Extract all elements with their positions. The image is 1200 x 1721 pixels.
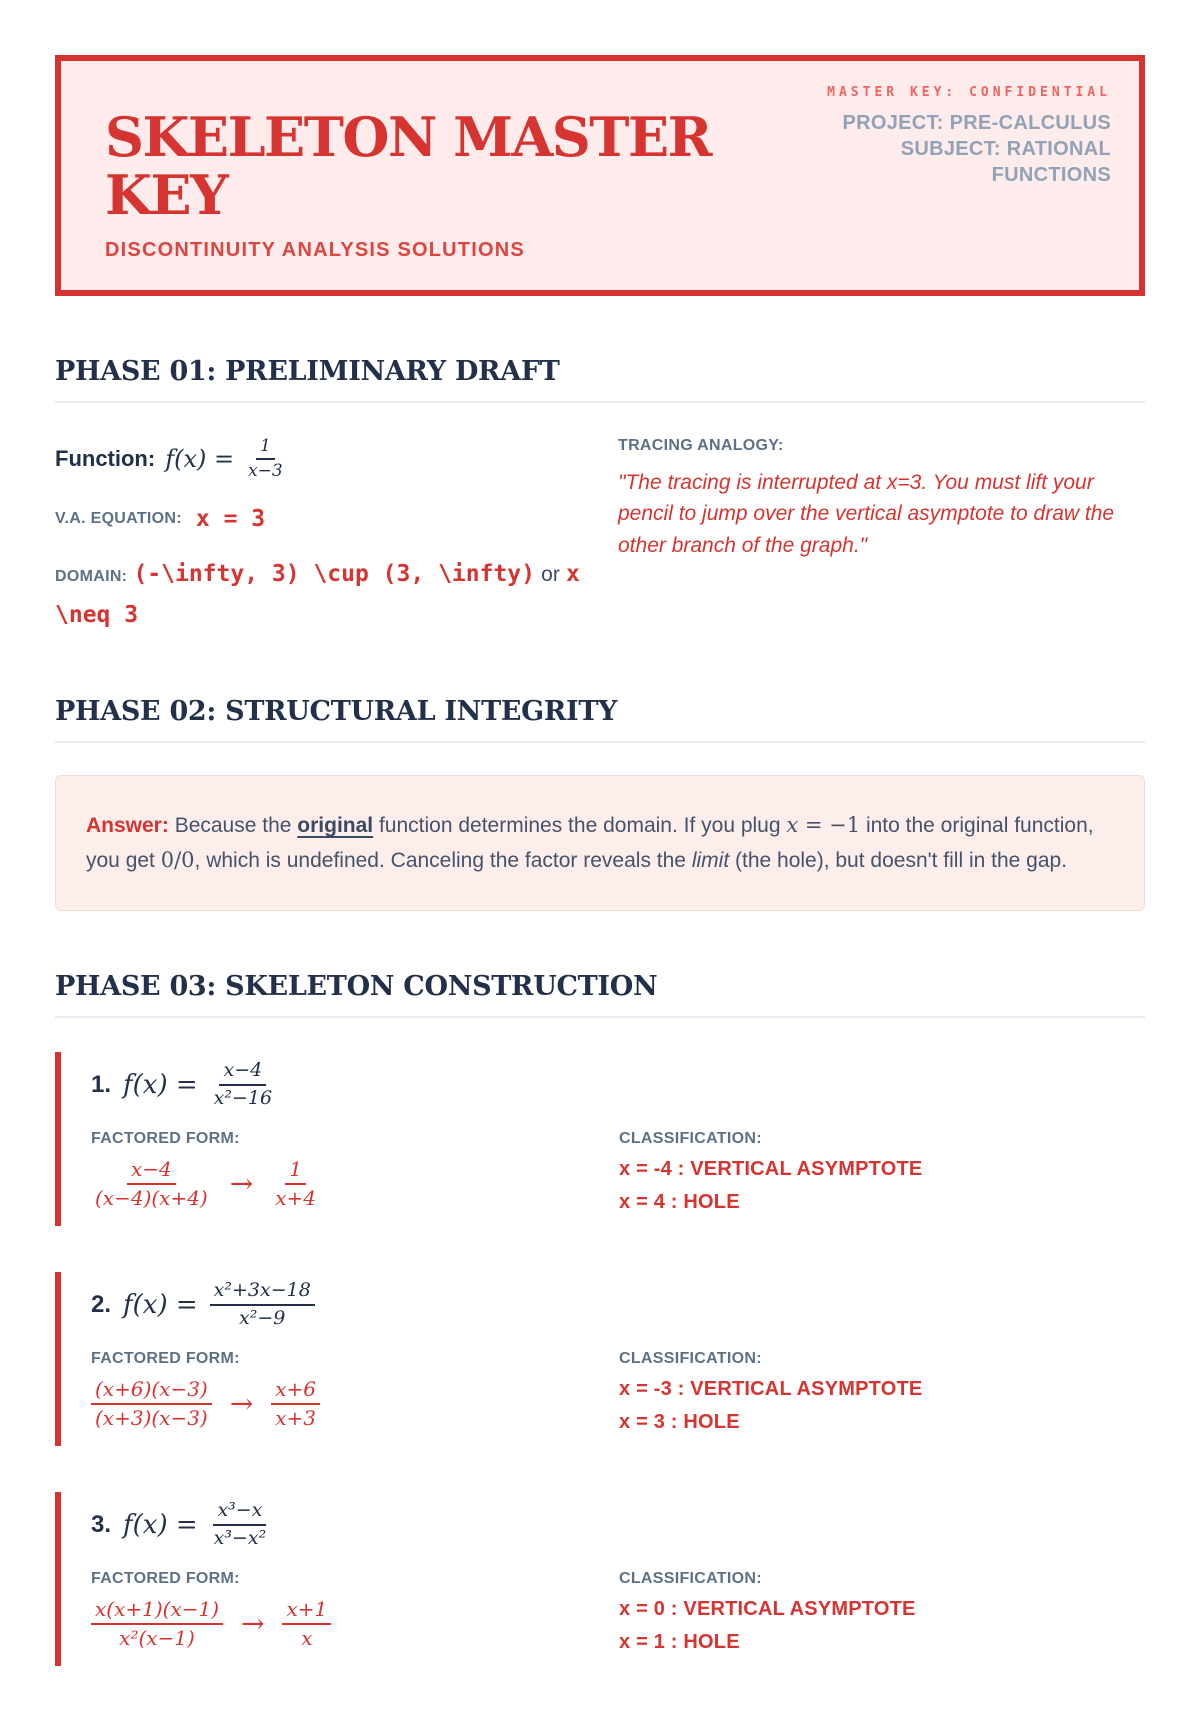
answer-text-run: into the original function, you get: [86, 814, 1094, 873]
simplified-fraction: [271, 1378, 320, 1430]
factored-form-column: [91, 1350, 619, 1434]
problem-item-3: [55, 1492, 1145, 1666]
phase-01-heading: PHASE 01: PRELIMINARY DRAFT: [55, 356, 1145, 403]
subject-line: SUBJECT: RATIONAL FUNCTIONS: [900, 138, 1111, 186]
simplified-fraction: [271, 1158, 320, 1210]
fraction-numerator: (x+6)(x−3): [91, 1378, 212, 1405]
fraction-denominator: x: [301, 1625, 313, 1650]
fraction-denominator: x²(x−1): [119, 1625, 195, 1650]
va-equation-label: V.A. EQUATION:: [55, 509, 182, 527]
answer-box: [55, 775, 1145, 911]
answer-label: Answer:: [86, 814, 169, 838]
fraction-numerator: x(x+1)(x−1): [91, 1598, 223, 1625]
va-equation-row: [55, 506, 600, 532]
answer-text-run: Because the: [168, 814, 298, 838]
phase-03-heading: PHASE 03: SKELETON CONSTRUCTION: [55, 971, 1145, 1018]
classification-label: CLASSIFICATION:: [619, 1130, 762, 1148]
answer-text-run: function determines the domain. If you plug: [373, 814, 787, 838]
factored-fraction: [91, 1158, 212, 1210]
fraction-numerator: x+1: [282, 1598, 331, 1625]
fraction-denominator: (x+3)(x−3): [95, 1405, 208, 1430]
domain-row: [55, 554, 600, 637]
problem-number: 1.: [91, 1071, 112, 1099]
emphasis-limit: limit: [691, 849, 730, 873]
fraction-numerator: 1: [256, 437, 275, 461]
classification-line: x = -4 : VERTICAL ASYMPTOTE: [619, 1158, 923, 1181]
fraction-numerator: x³−x: [213, 1500, 266, 1526]
function-row: [55, 437, 600, 482]
math-equals-minus-one: = −1: [798, 813, 861, 838]
classification-line: x = 3 : HOLE: [619, 1410, 740, 1433]
phase-01-right-column: [618, 437, 1145, 637]
masthead: [55, 55, 1145, 296]
problem-equation: [91, 1280, 1145, 1330]
confidential-stamp: MASTER KEY: CONFIDENTIAL: [827, 85, 1111, 100]
classification-column: [619, 1570, 1145, 1654]
emphasis-original: original: [297, 814, 374, 838]
answer-paragraph: [86, 808, 1114, 878]
classification-column: [619, 1350, 1145, 1434]
phase-02-heading: PHASE 02: STRUCTURAL INTEGRITY: [55, 696, 1145, 743]
classification-line: x = -3 : VERTICAL ASYMPTOTE: [619, 1377, 923, 1400]
problem-function: f(x) =: [123, 1289, 198, 1320]
math-zero-over-zero: 0/0: [160, 848, 195, 873]
masthead-meta: [791, 85, 1111, 188]
tracing-analogy-quote: "The tracing is interrupted at x=3. You must lift your pencil to jump over the vertical asymptote to draw the other branch of the graph.": [618, 470, 1115, 558]
fraction-numerator: 1: [285, 1158, 306, 1185]
problem-item-1: [55, 1052, 1145, 1226]
fraction-denominator: x³−x²: [213, 1526, 267, 1549]
phase-01-section: [55, 356, 1145, 637]
answer-text-run: , which is undefined. Canceling the factor reveals the: [194, 849, 692, 873]
page-subtitle: DISCONTINUITY ANALYSIS SOLUTIONS: [105, 238, 525, 261]
domain-interval: (-\infty, 3) \cup (3, \infty): [133, 560, 536, 587]
problem-number: 3.: [91, 1510, 112, 1538]
factored-form-column: [91, 1130, 619, 1214]
fraction-denominator: (x−4)(x+4): [95, 1186, 208, 1211]
page-title: SKELETON MASTER KEY: [105, 105, 711, 227]
factored-form-label: FACTORED FORM:: [91, 1569, 240, 1587]
phase-03-section: [55, 971, 1145, 1665]
function-fraction: [244, 437, 287, 482]
phase-01-left-column: [55, 437, 600, 637]
fraction-numerator: x²+3x−18: [210, 1280, 315, 1306]
arrow-icon: →: [241, 1606, 265, 1640]
fraction-numerator: x−4: [127, 1158, 176, 1185]
problem-detail-grid: [91, 1350, 1145, 1434]
domain-inequality: x \neq 3: [55, 560, 580, 629]
factored-form-label: FACTORED FORM:: [91, 1349, 240, 1367]
fraction-denominator: x+4: [275, 1186, 316, 1211]
tracing-analogy-label: TRACING ANALOGY:: [618, 436, 784, 454]
answer-text-run: (the hole), but doesn't fill in the gap.: [729, 849, 1068, 873]
factored-fraction: [91, 1598, 223, 1650]
phase-02-section: [55, 696, 1145, 911]
equation-fraction: [210, 1280, 315, 1330]
equation-fraction: [210, 1500, 271, 1550]
domain-or: or: [541, 562, 560, 586]
function-label: Function:: [55, 446, 156, 472]
factored-work: [91, 1598, 619, 1650]
classification-line: x = 1 : HOLE: [619, 1630, 740, 1653]
fraction-denominator: x+3: [275, 1405, 316, 1430]
math-x-variable: x: [786, 813, 799, 838]
classification-line: x = 0 : VERTICAL ASYMPTOTE: [619, 1597, 916, 1620]
factored-form-column: [91, 1570, 619, 1654]
problem-number: 2.: [91, 1290, 112, 1318]
problem-list: [55, 1052, 1145, 1665]
classification-column: [619, 1130, 1145, 1214]
problem-function: f(x) =: [123, 1509, 198, 1540]
project-meta: [791, 110, 1111, 188]
simplified-fraction: [282, 1598, 331, 1650]
factored-work: [91, 1378, 619, 1430]
problem-detail-grid: [91, 1570, 1145, 1654]
problem-function: f(x) =: [123, 1070, 198, 1101]
classification-label: CLASSIFICATION:: [619, 1349, 762, 1367]
problem-detail-grid: [91, 1130, 1145, 1214]
phase-01-content: [55, 437, 1145, 637]
fraction-denominator: x²−9: [239, 1306, 286, 1329]
problem-equation: [91, 1500, 1145, 1550]
arrow-icon: →: [229, 1386, 254, 1420]
fraction-denominator: x²−16: [213, 1087, 273, 1110]
factored-fraction: [91, 1378, 212, 1430]
fraction-numerator: x−4: [219, 1060, 266, 1086]
function-expression: f(x) =: [165, 445, 235, 474]
factored-work: [91, 1158, 619, 1210]
domain-label: DOMAIN:: [55, 567, 128, 585]
factored-form-label: FACTORED FORM:: [91, 1130, 240, 1148]
va-equation-value: x = 3: [195, 505, 266, 532]
problem-item-2: [55, 1272, 1145, 1446]
classification-line: x = 4 : HOLE: [619, 1191, 740, 1214]
classification-label: CLASSIFICATION:: [619, 1569, 762, 1587]
equation-fraction: [210, 1060, 276, 1110]
fraction-numerator: x+6: [271, 1378, 320, 1405]
problem-equation: [91, 1060, 1145, 1110]
project-line: PROJECT: PRE-CALCULUS: [842, 112, 1111, 134]
fraction-denominator: x−3: [248, 461, 283, 482]
arrow-icon: →: [229, 1167, 254, 1201]
